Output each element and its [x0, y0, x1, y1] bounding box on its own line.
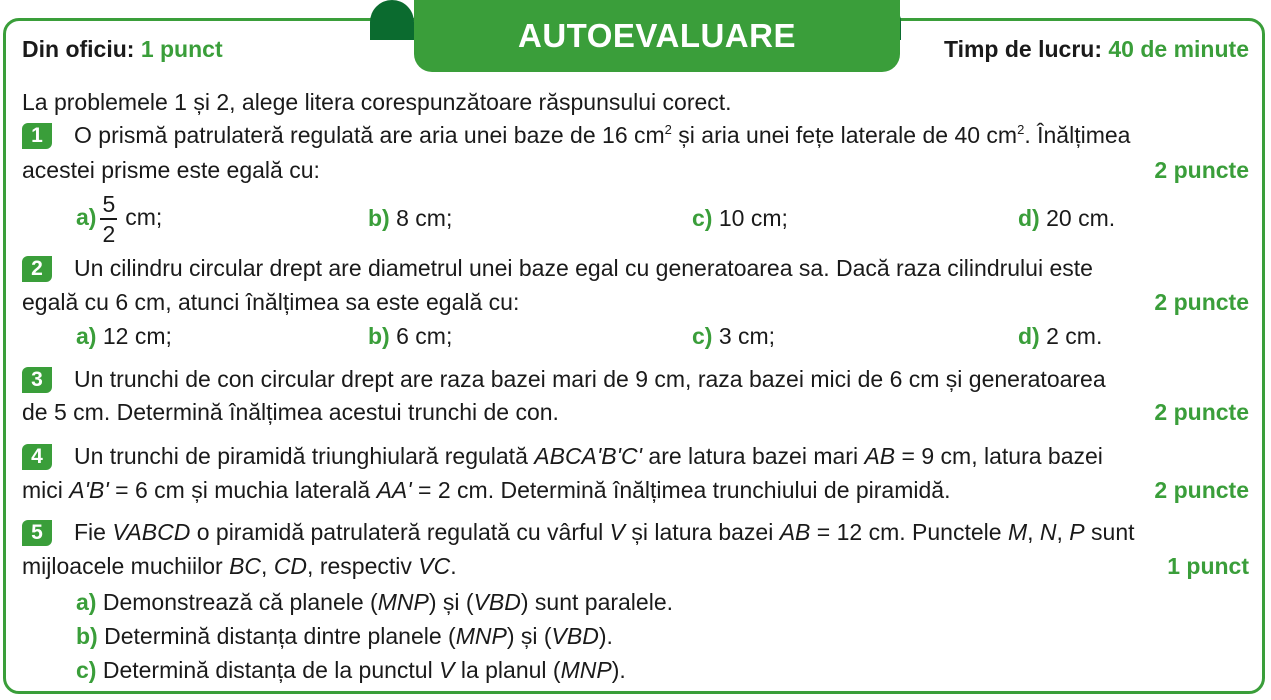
subitem-math: MNP — [377, 589, 429, 615]
problem-3-text-2: de 5 cm. Determină înălțimea acestui trunchi de con. — [22, 399, 559, 425]
problem-5-text: mijloacele muchiilor — [22, 553, 230, 579]
option-letter: b) — [368, 205, 390, 231]
subitem-math: VBD — [473, 589, 521, 615]
problem-4-line-1 — [22, 441, 1249, 471]
subitem-text: ). — [598, 623, 613, 649]
option-letter: a) — [76, 204, 97, 231]
option-text: 6 cm; — [396, 323, 453, 349]
option-text: 3 cm; — [718, 323, 776, 349]
subitem-text: Determină distanța dintre planele ( — [97, 623, 456, 649]
problem-4-math: AB — [864, 443, 896, 469]
problem-5-math: VC — [418, 553, 451, 579]
problem-5-math: BC — [229, 553, 262, 579]
problem-5-text: sunt — [1084, 519, 1135, 545]
fraction — [100, 190, 117, 248]
problem-4-points: 2 puncte — [1154, 477, 1249, 503]
problem-5-math: N — [1039, 519, 1057, 545]
problem-1-option-a — [76, 190, 162, 248]
problem-1-option-d — [1018, 203, 1115, 233]
page-title: AUTOEVALUARE — [414, 0, 900, 72]
problem-5-points: 1 punct — [1167, 553, 1249, 579]
problem-4-math: ABCA'B'C' — [534, 443, 643, 469]
problem-3-line-2 — [22, 397, 1249, 427]
problem-5-text: , — [1056, 519, 1070, 545]
problem-4-text: = 6 cm și muchia laterală — [108, 477, 377, 503]
problem-2-option-c — [692, 321, 775, 351]
option-letter: d) — [1018, 205, 1040, 231]
problem-1-sup-2: 2 — [1017, 122, 1025, 137]
problem-3-text-1: Un trunchi de con circular drept are raza bazei mari de 9 cm, raza bazei mici de 6 cm și generatoarea — [74, 366, 1106, 392]
option-letter: b) — [76, 623, 98, 649]
problem-1-text-2: acestei prisme este egală cu: — [22, 157, 320, 183]
fraction-numerator: 5 — [100, 190, 117, 220]
problem-2-points: 2 puncte — [1154, 289, 1249, 315]
subitem-text: ) și ( — [506, 623, 552, 649]
din-oficiu-header — [22, 36, 223, 63]
problem-4-text: = 2 cm. Determină înălțimea trunchiului de piramidă. — [411, 477, 951, 503]
option-text: 12 cm; — [102, 323, 172, 349]
problem-3-points: 2 puncte — [1154, 399, 1249, 425]
option-text: 8 cm; — [396, 205, 453, 231]
option-letter: d) — [1018, 323, 1040, 349]
subitem-text: ). — [611, 657, 626, 683]
problem-5-math: V — [609, 519, 626, 545]
problem-2-number-badge: 2 — [22, 256, 52, 282]
problem-2-line-2 — [22, 287, 1249, 317]
problem-1-option-c — [692, 203, 788, 233]
problem-5-math: AB — [779, 519, 811, 545]
problem-5-text: , — [1027, 519, 1040, 545]
problem-1-text-c: . Înălțimea — [1024, 122, 1131, 148]
option-letter: c) — [692, 205, 713, 231]
subitem-text: la planul ( — [454, 657, 561, 683]
timp-de-lucru-value: 40 de minute — [1108, 36, 1249, 62]
option-unit: cm; — [125, 204, 163, 231]
problem-5-number-badge: 5 — [22, 520, 52, 546]
problem-5-line-1 — [22, 517, 1249, 547]
din-oficiu-label: Din oficiu: — [22, 36, 135, 62]
option-text: 20 cm. — [1046, 205, 1116, 231]
option-letter: b) — [368, 323, 390, 349]
problem-1-line-1 — [22, 120, 1249, 150]
subitem-math: V — [439, 657, 455, 683]
problem-1-points: 2 puncte — [1154, 157, 1249, 183]
tab-decoration-left — [370, 0, 414, 40]
problem-3-line-1 — [22, 364, 1249, 394]
problem-5-line-2 — [22, 551, 1249, 581]
problem-5-subitem-c — [76, 655, 626, 685]
problem-2-option-b — [368, 321, 452, 351]
problem-5-math: M — [1007, 519, 1028, 545]
problem-4-text: are latura bazei mari — [642, 443, 865, 469]
intro-text: La problemele 1 și 2, alege litera corespunzătoare răspunsului corect. — [22, 89, 732, 115]
option-letter: a) — [76, 589, 97, 615]
subitem-math: MNP — [455, 623, 507, 649]
problem-5-subitem-b — [76, 621, 613, 651]
timp-de-lucru-header — [944, 36, 1249, 63]
problem-5-math: VABCD — [112, 519, 191, 545]
problem-5-text: , respectiv — [307, 553, 419, 579]
problem-1-option-b — [368, 203, 452, 233]
problem-5-text: Fie — [74, 519, 113, 545]
option-letter: c) — [76, 657, 97, 683]
subitem-text: Determină distanța de la punctul — [96, 657, 440, 683]
problem-5-subitem-a — [76, 587, 673, 617]
problem-4-math: A'B' — [69, 477, 109, 503]
timp-de-lucru-label: Timp de lucru: — [943, 36, 1102, 62]
fraction-denominator: 2 — [102, 221, 116, 247]
problem-2-option-d — [1018, 321, 1102, 351]
problem-4-text: Un trunchi de piramidă triunghiulară regulată — [74, 443, 535, 469]
problem-5-math: CD — [273, 553, 308, 579]
problem-5-text: o piramidă patrulateră regulată cu vârful — [190, 519, 610, 545]
option-text: 2 cm. — [1046, 323, 1103, 349]
problem-1-text-a: O prismă patrulateră regulată are aria unei baze de 16 cm — [74, 122, 665, 148]
problem-5-text: = 12 cm. Punctele — [810, 519, 1008, 545]
subitem-text: ) sunt paralele. — [520, 589, 673, 615]
subitem-text: Demonstrează că planele ( — [96, 589, 378, 615]
option-text: 10 cm; — [718, 205, 788, 231]
option-letter: a) — [76, 323, 97, 349]
problem-4-text: mici — [22, 477, 70, 503]
problem-5-text: , — [261, 553, 274, 579]
problem-4-math: AA' — [376, 477, 412, 503]
problem-1-text-b: și aria unei fețe laterale de 40 cm — [671, 122, 1018, 148]
problem-4-number-badge: 4 — [22, 444, 52, 470]
subitem-text: ) și ( — [428, 589, 474, 615]
problem-5-math: P — [1069, 519, 1085, 545]
din-oficiu-value: 1 punct — [140, 36, 223, 62]
option-letter: c) — [692, 323, 713, 349]
problem-2-text-2: egală cu 6 cm, atunci înălțimea sa este egală cu: — [22, 289, 520, 315]
problem-3-number-badge: 3 — [22, 367, 52, 393]
problem-5-text: . — [450, 553, 457, 579]
problem-1-sup-1: 2 — [664, 122, 672, 137]
problem-2-line-1 — [22, 253, 1249, 283]
problem-1-number-badge: 1 — [22, 123, 52, 149]
problem-1-line-2 — [22, 155, 1249, 185]
problem-2-text-1: Un cilindru circular drept are diametrul unei baze egal cu generatoarea sa. Dacă raza cilindrului este — [74, 255, 1093, 281]
problem-2-option-a — [76, 321, 172, 351]
problem-4-line-2 — [22, 475, 1249, 505]
subitem-math: MNP — [560, 657, 612, 683]
problem-5-text: și latura bazei — [625, 519, 780, 545]
problem-4-text: = 9 cm, latura bazei — [895, 443, 1103, 469]
subitem-math: VBD — [551, 623, 599, 649]
